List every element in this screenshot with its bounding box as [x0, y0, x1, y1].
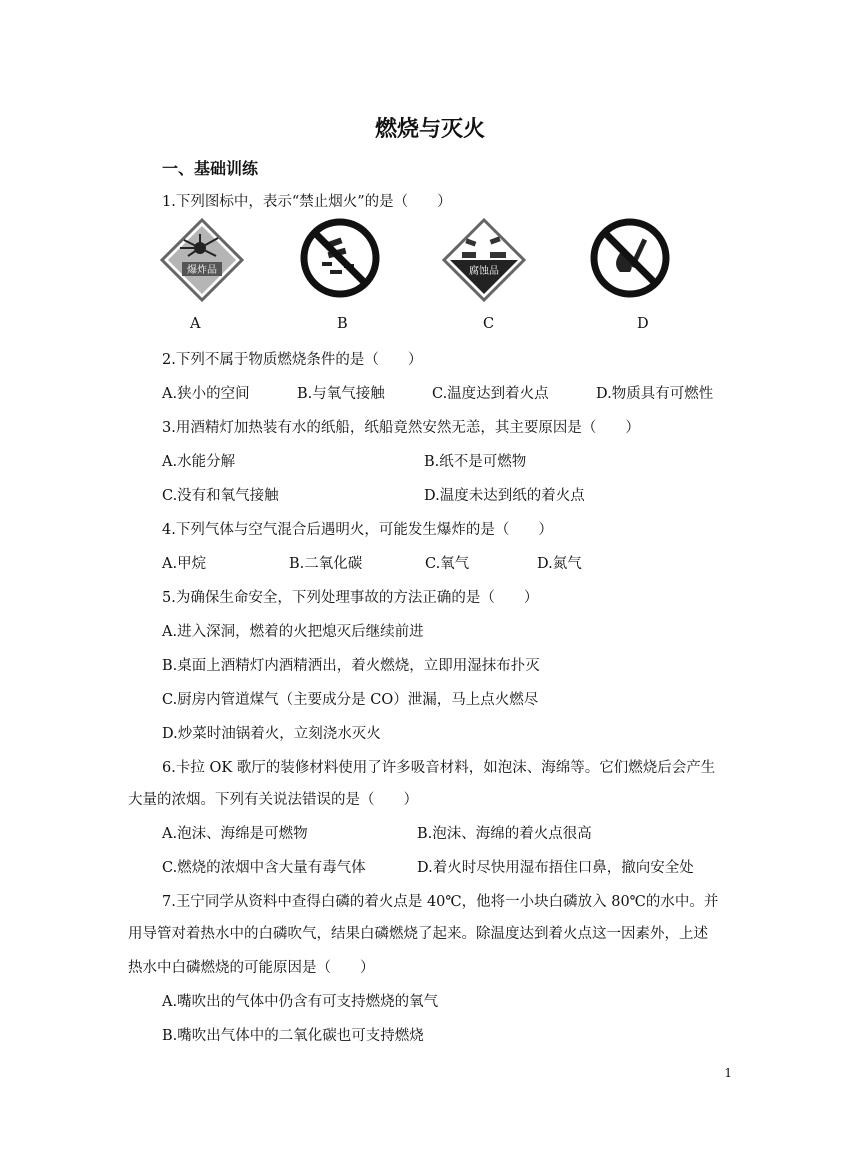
q3-option-c: C.没有和氧气接触	[162, 488, 279, 504]
explosive-label: 爆炸品	[187, 265, 217, 276]
q3-option-b: B.纸不是可燃物	[424, 454, 527, 470]
q5-stem: 5.为确保生命安全，下列处理事故的方法正确的是（ ）	[162, 590, 539, 606]
q4-option-c: C.氧气	[425, 556, 470, 572]
corrosive-label: 腐蚀品	[469, 266, 499, 277]
q6-stem-line2: 大量的浓烟。下列有关说法错误的是（ ）	[128, 792, 418, 808]
q4-option-b: B.二氧化碳	[289, 556, 363, 572]
q7-option-a: A.嘴吹出的气体中仍含有可支持燃烧的氧气	[162, 994, 439, 1010]
q5-option-d: D.炒菜时油锅着火，立刻浇水灭火	[162, 726, 381, 742]
q2-stem: 2.下列不属于物质燃烧条件的是（ ）	[162, 352, 423, 368]
icon-letter-c: C	[483, 316, 495, 332]
q6-stem-line1: 6.卡拉 OK 歌厅的装修材料使用了许多吸音材料，如泡沫、海绵等。它们燃烧后会产生	[162, 760, 716, 776]
q3-option-a: A.水能分解	[162, 454, 236, 470]
q4-option-a: A.甲烷	[162, 556, 207, 572]
no-stacking-icon	[300, 218, 380, 302]
q7-stem-line1: 7.王宁同学从资料中查得白磷的着火点是 40℃，他将一小块白磷放入 80℃的水中。并	[162, 894, 719, 910]
q7-stem-line2: 用导管对着热水中的白磷吹气，结果白磷燃烧了起来。除温度达到着火点这一因素外，上述	[128, 926, 708, 942]
no-fire-icon	[590, 218, 670, 302]
page-number: 1	[724, 1066, 732, 1080]
q6-option-d: D.着火时尽快用湿布捂住口鼻，撤向安全处	[417, 860, 694, 876]
q3-stem: 3.用酒精灯加热装有水的纸船，纸船竟然安然无恙，其主要原因是（ ）	[162, 420, 640, 436]
q7-stem-line3: 热水中白磷燃烧的可能原因是（ ）	[128, 960, 375, 976]
q5-option-b: B.桌面上酒精灯内酒精洒出，着火燃烧，立即用湿抹布扑灭	[162, 658, 540, 674]
q1-stem: 1.下列图标中，表示“禁止烟火”的是（ ）	[162, 194, 452, 210]
q6-option-c: C.燃烧的浓烟中含大量有毒气体	[162, 860, 366, 876]
section-heading: 一、基础训练	[162, 159, 259, 178]
corrosive-hazard-icon	[442, 218, 526, 306]
icon-letter-a: A	[190, 316, 201, 332]
explosive-hazard-icon	[160, 218, 244, 306]
q5-option-c: C.厨房内管道煤气（主要成分是 CO）泄漏，马上点火燃尽	[162, 692, 539, 708]
q3-option-d: D.温度未达到纸的着火点	[424, 488, 585, 504]
q2-option-b: B.与氧气接触	[297, 386, 385, 402]
icon-letter-b: B	[337, 316, 348, 332]
q5-option-a: A.进入深洞，燃着的火把熄灭后继续前进	[162, 624, 424, 640]
q7-option-b: B.嘴吹出气体中的二氧化碳也可支持燃烧	[162, 1028, 424, 1044]
q2-option-c: C.温度达到着火点	[432, 386, 549, 402]
page-title: 燃烧与灭火	[374, 117, 485, 142]
q4-stem: 4.下列气体与空气混合后遇明火，可能发生爆炸的是（ ）	[162, 522, 553, 538]
q6-option-a: A.泡沫、海绵是可燃物	[162, 826, 308, 842]
q6-option-b: B.泡沫、海绵的着火点很高	[417, 826, 592, 842]
q2-option-a: A.狭小的空间	[162, 386, 250, 402]
q2-option-d: D.物质具有可燃性	[596, 386, 714, 402]
icon-letter-d: D	[637, 316, 649, 332]
q4-option-d: D.氮气	[537, 556, 582, 572]
